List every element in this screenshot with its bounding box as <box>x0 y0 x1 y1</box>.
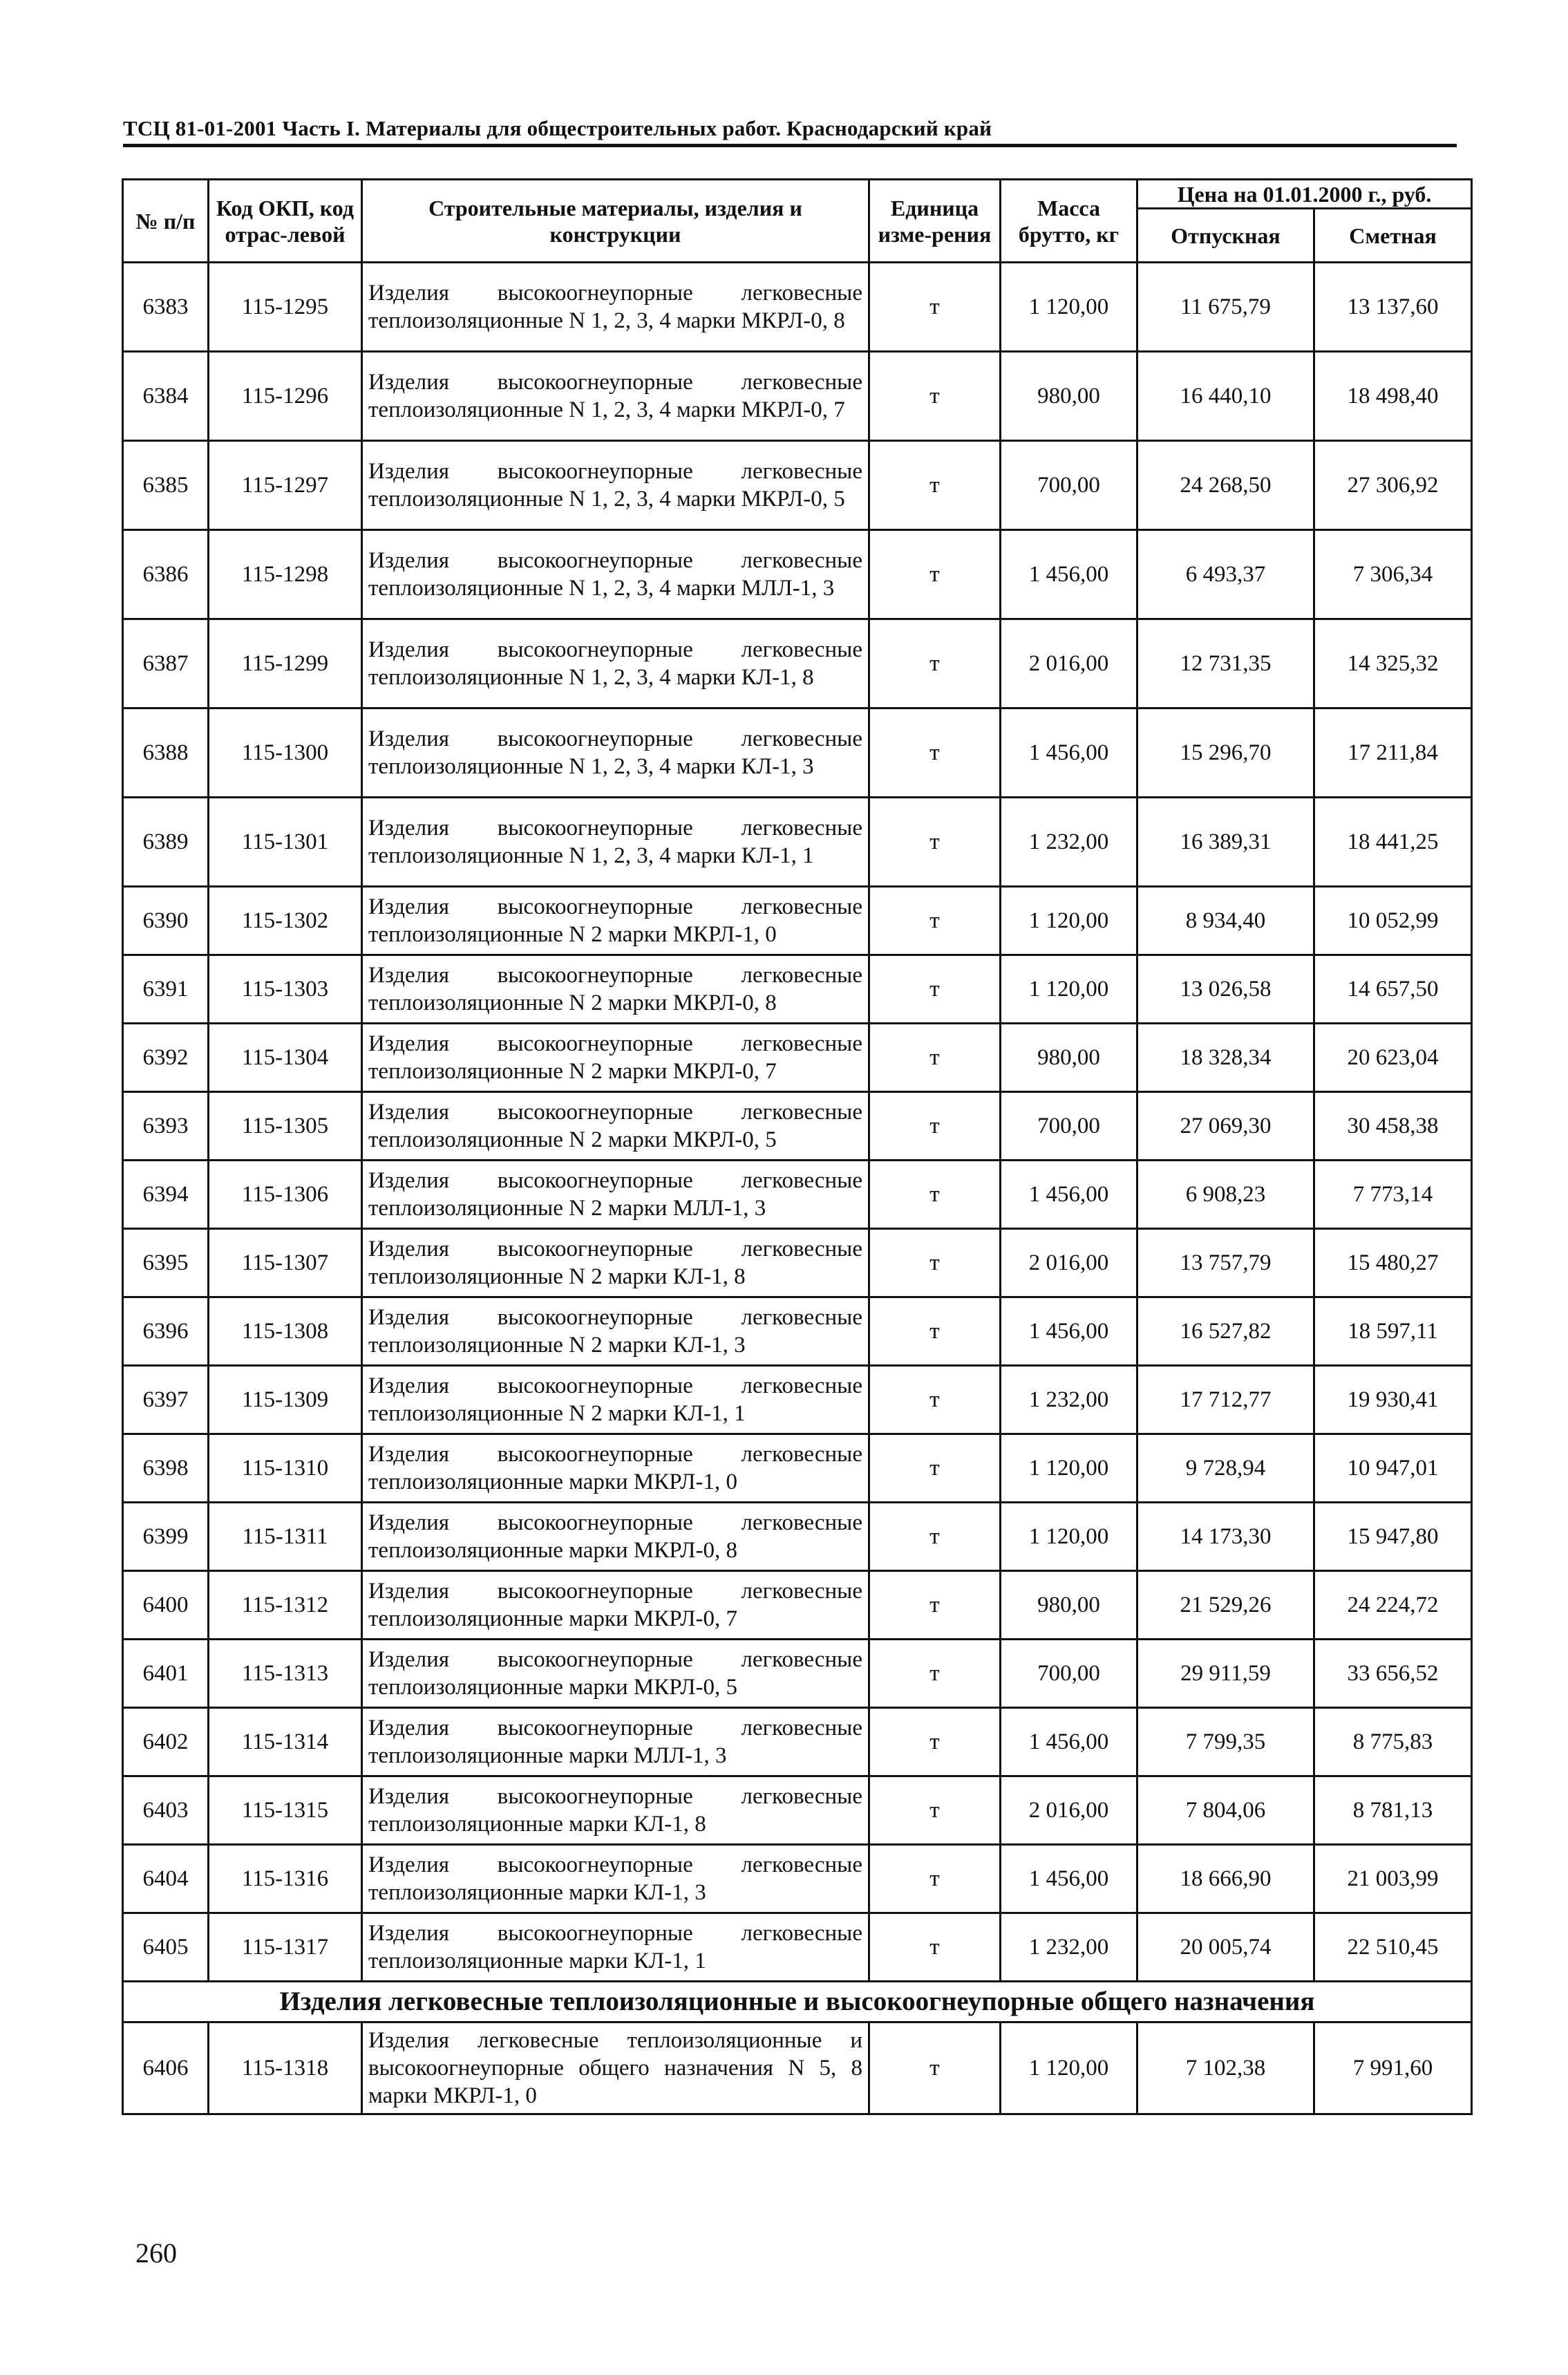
cell-unit: т <box>869 1640 1001 1708</box>
cell-num: 6390 <box>123 887 209 955</box>
cell-mass: 980,00 <box>1001 1571 1137 1640</box>
cell-release-price: 16 440,10 <box>1137 352 1314 441</box>
cell-num: 6391 <box>123 955 209 1024</box>
cell-num: 6383 <box>123 263 209 352</box>
cell-estimate-price: 33 656,52 <box>1314 1640 1472 1708</box>
cell-code: 115-1315 <box>209 1776 362 1845</box>
table-row <box>123 1913 1472 1982</box>
table-row <box>123 352 1472 441</box>
cell-name: Изделия высокоогнеупорные легковесные теплоизоляционные N 2 марки МКРЛ-1, 0 <box>362 887 869 955</box>
cell-release-price: 18 666,90 <box>1137 1845 1314 1913</box>
table-row <box>123 619 1472 708</box>
cell-mass: 1 456,00 <box>1001 708 1137 798</box>
cell-release-price: 7 102,38 <box>1137 2022 1314 2114</box>
cell-code: 115-1312 <box>209 1571 362 1640</box>
cell-name: Изделия высокоогнеупорные легковесные теплоизоляционные N 1, 2, 3, 4 марки МЛЛ-1, 3 <box>362 530 869 619</box>
cell-name: Изделия высокоогнеупорные легковесные теплоизоляционные марки МКРЛ-0, 7 <box>362 1571 869 1640</box>
header-code: Код ОКП, код отрас-левой <box>209 180 362 263</box>
cell-name: Изделия высокоогнеупорные легковесные теплоизоляционные марки МКРЛ-1, 0 <box>362 1434 869 1503</box>
cell-mass: 700,00 <box>1001 1640 1137 1708</box>
cell-estimate-price: 21 003,99 <box>1314 1845 1472 1913</box>
cell-estimate-price: 18 441,25 <box>1314 798 1472 887</box>
table-row <box>123 1845 1472 1913</box>
table-row <box>123 955 1472 1024</box>
cell-num: 6396 <box>123 1297 209 1366</box>
cell-mass: 1 120,00 <box>1001 263 1137 352</box>
cell-mass: 1 232,00 <box>1001 1913 1137 1982</box>
cell-code: 115-1297 <box>209 441 362 530</box>
cell-code: 115-1303 <box>209 955 362 1024</box>
table-row <box>123 1434 1472 1503</box>
cell-name: Изделия высокоогнеупорные легковесные теплоизоляционные марки КЛ-1, 8 <box>362 1776 869 1845</box>
cell-unit: т <box>869 1229 1001 1297</box>
cell-release-price: 7 804,06 <box>1137 1776 1314 1845</box>
cell-estimate-price: 10 052,99 <box>1314 887 1472 955</box>
table-row <box>123 798 1472 887</box>
cell-unit: т <box>869 1708 1001 1776</box>
cell-name: Изделия высокоогнеупорные легковесные теплоизоляционные марки МЛЛ-1, 3 <box>362 1708 869 1776</box>
cell-release-price: 27 069,30 <box>1137 1092 1314 1161</box>
cell-estimate-price: 15 480,27 <box>1314 1229 1472 1297</box>
cell-code: 115-1296 <box>209 352 362 441</box>
cell-name: Изделия высокоогнеупорные легковесные теплоизоляционные N 2 марки МКРЛ-0, 5 <box>362 1092 869 1161</box>
cell-estimate-price: 8 775,83 <box>1314 1708 1472 1776</box>
cell-mass: 1 456,00 <box>1001 1708 1137 1776</box>
cell-release-price: 8 934,40 <box>1137 887 1314 955</box>
table-row <box>123 1503 1472 1571</box>
cell-name: Изделия высокоогнеупорные легковесные теплоизоляционные N 2 марки КЛ-1, 1 <box>362 1366 869 1434</box>
header-unit: Единица изме-рения <box>869 180 1001 263</box>
cell-unit: т <box>869 1776 1001 1845</box>
header-num: № п/п <box>123 180 209 263</box>
cell-estimate-price: 18 498,40 <box>1314 352 1472 441</box>
cell-name: Изделия высокоогнеупорные легковесные теплоизоляционные N 1, 2, 3, 4 марки МКРЛ-0, 8 <box>362 263 869 352</box>
table-row <box>123 1708 1472 1776</box>
page-number: 260 <box>135 2237 177 2269</box>
section-row <box>123 1982 1472 2022</box>
cell-unit: т <box>869 955 1001 1024</box>
header-price-group: Цена на 01.01.2000 г., руб. <box>1137 180 1472 209</box>
cell-unit: т <box>869 1503 1001 1571</box>
cell-unit: т <box>869 1161 1001 1229</box>
table-body <box>123 263 1472 1982</box>
table-row <box>123 1297 1472 1366</box>
cell-code: 115-1309 <box>209 1366 362 1434</box>
cell-code: 115-1300 <box>209 708 362 798</box>
cell-estimate-price: 19 930,41 <box>1314 1366 1472 1434</box>
cell-code: 115-1311 <box>209 1503 362 1571</box>
table-row <box>123 1571 1472 1640</box>
cell-estimate-price: 14 325,32 <box>1314 619 1472 708</box>
cell-mass: 980,00 <box>1001 1024 1137 1092</box>
cell-estimate-price: 7 306,34 <box>1314 530 1472 619</box>
cell-num: 6388 <box>123 708 209 798</box>
cell-mass: 1 456,00 <box>1001 530 1137 619</box>
header-name: Строительные материалы, изделия и конструкции <box>362 180 869 263</box>
table-row <box>123 2022 1472 2114</box>
cell-name: Изделия высокоогнеупорные легковесные теплоизоляционные N 1, 2, 3, 4 марки МКРЛ-0, 7 <box>362 352 869 441</box>
cell-name: Изделия высокоогнеупорные легковесные теплоизоляционные марки МКРЛ-0, 8 <box>362 1503 869 1571</box>
cell-unit: т <box>869 1434 1001 1503</box>
cell-name: Изделия высокоогнеупорные легковесные теплоизоляционные N 2 марки КЛ-1, 8 <box>362 1229 869 1297</box>
cell-code: 115-1314 <box>209 1708 362 1776</box>
cell-release-price: 29 911,59 <box>1137 1640 1314 1708</box>
cell-release-price: 11 675,79 <box>1137 263 1314 352</box>
cell-code: 115-1301 <box>209 798 362 887</box>
cell-release-price: 16 389,31 <box>1137 798 1314 887</box>
cell-estimate-price: 13 137,60 <box>1314 263 1472 352</box>
cell-release-price: 7 799,35 <box>1137 1708 1314 1776</box>
cell-unit: т <box>869 887 1001 955</box>
cell-num: 6389 <box>123 798 209 887</box>
cell-num: 6387 <box>123 619 209 708</box>
cell-release-price: 24 268,50 <box>1137 441 1314 530</box>
cell-unit: т <box>869 798 1001 887</box>
cell-num: 6406 <box>123 2022 209 2114</box>
table-row <box>123 263 1472 352</box>
cell-estimate-price: 15 947,80 <box>1314 1503 1472 1571</box>
cell-estimate-price: 17 211,84 <box>1314 708 1472 798</box>
cell-estimate-price: 30 458,38 <box>1314 1092 1472 1161</box>
cell-num: 6393 <box>123 1092 209 1161</box>
cell-estimate-price: 22 510,45 <box>1314 1913 1472 1982</box>
cell-name: Изделия легковесные теплоизоляционные и высокоогнеупорные общего назначения N 5, 8 марки МКРЛ-1, 0 <box>362 2022 869 2114</box>
table-row <box>123 1366 1472 1434</box>
cell-num: 6402 <box>123 1708 209 1776</box>
table-row <box>123 1092 1472 1161</box>
section-body <box>123 1982 1472 2114</box>
cell-num: 6400 <box>123 1571 209 1640</box>
cell-release-price: 16 527,82 <box>1137 1297 1314 1366</box>
cell-mass: 2 016,00 <box>1001 619 1137 708</box>
table-row <box>123 530 1472 619</box>
cell-unit: т <box>869 1024 1001 1092</box>
cell-mass: 1 120,00 <box>1001 887 1137 955</box>
table-row <box>123 1640 1472 1708</box>
cell-unit: т <box>869 1092 1001 1161</box>
header-rule <box>123 144 1457 147</box>
cell-code: 115-1302 <box>209 887 362 955</box>
cell-mass: 700,00 <box>1001 1092 1137 1161</box>
cell-mass: 1 456,00 <box>1001 1845 1137 1913</box>
cell-code: 115-1313 <box>209 1640 362 1708</box>
cell-estimate-price: 27 306,92 <box>1314 441 1472 530</box>
cell-name: Изделия высокоогнеупорные легковесные теплоизоляционные марки МКРЛ-0, 5 <box>362 1640 869 1708</box>
header-mass: Масса брутто, кг <box>1001 180 1137 263</box>
cell-name: Изделия высокоогнеупорные легковесные теплоизоляционные N 2 марки КЛ-1, 3 <box>362 1297 869 1366</box>
cell-unit: т <box>869 708 1001 798</box>
cell-num: 6398 <box>123 1434 209 1503</box>
cell-mass: 1 456,00 <box>1001 1297 1137 1366</box>
cell-estimate-price: 14 657,50 <box>1314 955 1472 1024</box>
table-row <box>123 1229 1472 1297</box>
header-estimate-price: Сметная <box>1314 209 1472 263</box>
cell-code: 115-1306 <box>209 1161 362 1229</box>
cell-unit: т <box>869 441 1001 530</box>
cell-code: 115-1310 <box>209 1434 362 1503</box>
cell-mass: 2 016,00 <box>1001 1776 1137 1845</box>
table-row <box>123 1161 1472 1229</box>
cell-mass: 1 456,00 <box>1001 1161 1137 1229</box>
cell-release-price: 6 493,37 <box>1137 530 1314 619</box>
cell-release-price: 13 757,79 <box>1137 1229 1314 1297</box>
cell-num: 6394 <box>123 1161 209 1229</box>
cell-num: 6403 <box>123 1776 209 1845</box>
cell-num: 6385 <box>123 441 209 530</box>
cell-estimate-price: 8 781,13 <box>1314 1776 1472 1845</box>
cell-estimate-price: 10 947,01 <box>1314 1434 1472 1503</box>
cell-mass: 1 232,00 <box>1001 1366 1137 1434</box>
cell-unit: т <box>869 619 1001 708</box>
cell-release-price: 14 173,30 <box>1137 1503 1314 1571</box>
cell-code: 115-1316 <box>209 1845 362 1913</box>
cell-code: 115-1298 <box>209 530 362 619</box>
cell-name: Изделия высокоогнеупорные легковесные теплоизоляционные N 1, 2, 3, 4 марки МКРЛ-0, 5 <box>362 441 869 530</box>
cell-release-price: 21 529,26 <box>1137 1571 1314 1640</box>
table-row <box>123 887 1472 955</box>
cell-name: Изделия высокоогнеупорные легковесные теплоизоляционные N 2 марки МЛЛ-1, 3 <box>362 1161 869 1229</box>
cell-release-price: 17 712,77 <box>1137 1366 1314 1434</box>
cell-unit: т <box>869 1297 1001 1366</box>
header-release-price: Отпускная <box>1137 209 1314 263</box>
cell-code: 115-1305 <box>209 1092 362 1161</box>
cell-num: 6399 <box>123 1503 209 1571</box>
cell-code: 115-1317 <box>209 1913 362 1982</box>
table-row <box>123 441 1472 530</box>
cell-estimate-price: 7 991,60 <box>1314 2022 1472 2114</box>
cell-name: Изделия высокоогнеупорные легковесные теплоизоляционные N 1, 2, 3, 4 марки КЛ-1, 8 <box>362 619 869 708</box>
cell-release-price: 18 328,34 <box>1137 1024 1314 1092</box>
section-title: Изделия легковесные теплоизоляционные и высокоогнеупорные общего назначения <box>123 1982 1472 2022</box>
cell-num: 6392 <box>123 1024 209 1092</box>
cell-num: 6404 <box>123 1845 209 1913</box>
cell-release-price: 9 728,94 <box>1137 1434 1314 1503</box>
cell-unit: т <box>869 352 1001 441</box>
cell-unit: т <box>869 263 1001 352</box>
table-row <box>123 708 1472 798</box>
cell-mass: 700,00 <box>1001 441 1137 530</box>
cell-release-price: 6 908,23 <box>1137 1161 1314 1229</box>
cell-release-price: 12 731,35 <box>1137 619 1314 708</box>
cell-unit: т <box>869 1366 1001 1434</box>
page-header: ТСЦ 81-01-2001 Часть I. Материалы для общестроительных работ. Краснодарский край <box>123 116 992 140</box>
cell-mass: 1 120,00 <box>1001 1503 1137 1571</box>
cell-estimate-price: 20 623,04 <box>1314 1024 1472 1092</box>
cell-unit: т <box>869 2022 1001 2114</box>
cell-name: Изделия высокоогнеупорные легковесные теплоизоляционные N 1, 2, 3, 4 марки КЛ-1, 3 <box>362 708 869 798</box>
cell-mass: 1 120,00 <box>1001 955 1137 1024</box>
cell-release-price: 13 026,58 <box>1137 955 1314 1024</box>
cell-code: 115-1299 <box>209 619 362 708</box>
cell-release-price: 15 296,70 <box>1137 708 1314 798</box>
cell-unit: т <box>869 1913 1001 1982</box>
table-row <box>123 1024 1472 1092</box>
cell-num: 6395 <box>123 1229 209 1297</box>
cell-num: 6384 <box>123 352 209 441</box>
cell-num: 6397 <box>123 1366 209 1434</box>
price-table <box>122 178 1473 2115</box>
cell-code: 115-1295 <box>209 263 362 352</box>
cell-mass: 1 120,00 <box>1001 2022 1137 2114</box>
cell-mass: 1 120,00 <box>1001 1434 1137 1503</box>
cell-estimate-price: 7 773,14 <box>1314 1161 1472 1229</box>
cell-name: Изделия высокоогнеупорные легковесные теплоизоляционные марки КЛ-1, 3 <box>362 1845 869 1913</box>
cell-name: Изделия высокоогнеупорные легковесные теплоизоляционные N 1, 2, 3, 4 марки КЛ-1, 1 <box>362 798 869 887</box>
cell-mass: 1 232,00 <box>1001 798 1137 887</box>
cell-name: Изделия высокоогнеупорные легковесные теплоизоляционные N 2 марки МКРЛ-0, 8 <box>362 955 869 1024</box>
cell-name: Изделия высокоогнеупорные легковесные теплоизоляционные N 2 марки МКРЛ-0, 7 <box>362 1024 869 1092</box>
cell-code: 115-1307 <box>209 1229 362 1297</box>
cell-unit: т <box>869 1845 1001 1913</box>
cell-mass: 980,00 <box>1001 352 1137 441</box>
cell-unit: т <box>869 530 1001 619</box>
cell-unit: т <box>869 1571 1001 1640</box>
cell-estimate-price: 18 597,11 <box>1314 1297 1472 1366</box>
cell-code: 115-1308 <box>209 1297 362 1366</box>
cell-mass: 2 016,00 <box>1001 1229 1137 1297</box>
cell-num: 6386 <box>123 530 209 619</box>
cell-code: 115-1304 <box>209 1024 362 1092</box>
cell-release-price: 20 005,74 <box>1137 1913 1314 1982</box>
cell-num: 6405 <box>123 1913 209 1982</box>
cell-estimate-price: 24 224,72 <box>1314 1571 1472 1640</box>
table-row <box>123 1776 1472 1845</box>
cell-name: Изделия высокоогнеупорные легковесные теплоизоляционные марки КЛ-1, 1 <box>362 1913 869 1982</box>
cell-num: 6401 <box>123 1640 209 1708</box>
cell-code: 115-1318 <box>209 2022 362 2114</box>
